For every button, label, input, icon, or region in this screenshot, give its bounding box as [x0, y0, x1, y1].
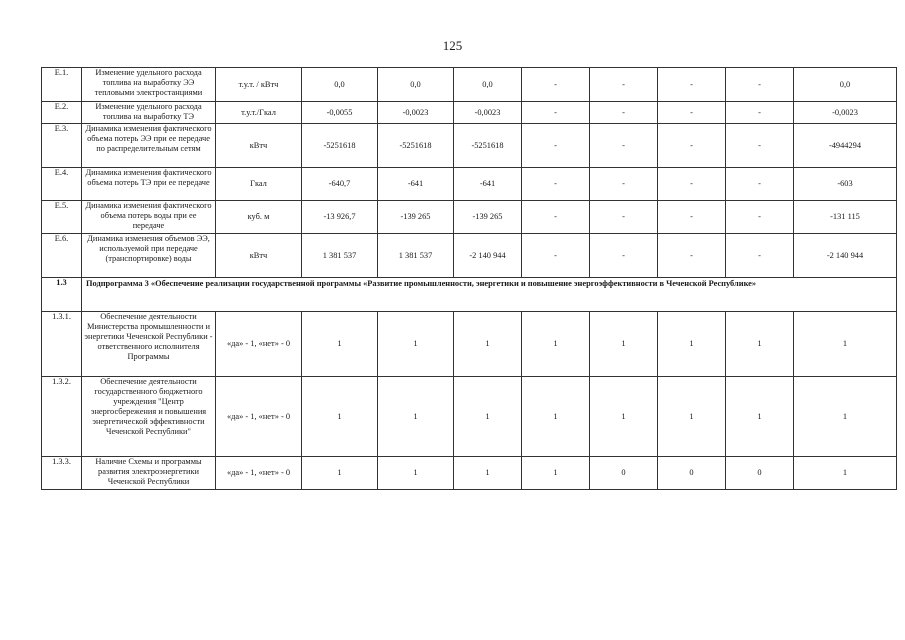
row-value: -640,7 [302, 168, 378, 201]
row-value: 1 381 537 [302, 234, 378, 278]
row-unit: т.у.т. / кВтч [216, 68, 302, 102]
row-value: - [726, 102, 794, 124]
table-row [42, 102, 897, 124]
row-name: Динамика изменения фактического объема потерь ТЭ при ее передаче [82, 168, 216, 201]
row-value: -139 265 [454, 201, 522, 234]
row-value: 1 [794, 457, 897, 490]
row-value: -5251618 [302, 124, 378, 168]
row-value: 1 [658, 312, 726, 377]
row-value: -0,0023 [794, 102, 897, 124]
row-value: 1 [726, 312, 794, 377]
subprogram-code: 1.3 [42, 278, 82, 312]
row-value: 1 [794, 377, 897, 457]
row-value: -0,0023 [454, 102, 522, 124]
row-unit: т.у.т./Гкал [216, 102, 302, 124]
table-row [42, 168, 897, 201]
row-value: - [726, 124, 794, 168]
row-value: - [522, 201, 590, 234]
row-value: -0,0055 [302, 102, 378, 124]
row-name: Изменение удельного расхода топлива на выработку ЭЭ тепловыми электростанциями [82, 68, 216, 102]
row-value: 1 [658, 377, 726, 457]
row-value: 1 [794, 312, 897, 377]
row-value: - [658, 168, 726, 201]
row-value: 0,0 [378, 68, 454, 102]
page-number: 125 [442, 38, 463, 53]
row-value: 0 [726, 457, 794, 490]
row-value: - [522, 168, 590, 201]
row-value: 0,0 [454, 68, 522, 102]
row-value: - [658, 102, 726, 124]
row-code: 1.3.3. [42, 457, 82, 490]
row-value: - [590, 68, 658, 102]
row-value: - [590, 234, 658, 278]
row-value: - [590, 124, 658, 168]
row-value: 1 [590, 377, 658, 457]
row-value: - [658, 201, 726, 234]
row-value: -641 [454, 168, 522, 201]
table-row [42, 234, 897, 278]
indicators-table [41, 67, 897, 490]
row-value: 1 [454, 457, 522, 490]
row-code: Е.4. [42, 168, 82, 201]
row-value: 1 [726, 377, 794, 457]
row-value: 1 381 537 [378, 234, 454, 278]
row-value: 1 [378, 377, 454, 457]
row-value: - [522, 102, 590, 124]
table-row [42, 377, 897, 457]
row-value: 1 [522, 312, 590, 377]
row-value: 1 [522, 377, 590, 457]
row-value: -603 [794, 168, 897, 201]
row-value: -13 926,7 [302, 201, 378, 234]
table-row [42, 312, 897, 377]
row-value: 1 [590, 312, 658, 377]
row-value: -2 140 944 [794, 234, 897, 278]
row-value: 1 [302, 312, 378, 377]
row-value: 0,0 [302, 68, 378, 102]
row-value: 1 [378, 457, 454, 490]
row-value: 0 [590, 457, 658, 490]
row-name: Обеспечение деятельности Министерства промышленности и энергетики Чеченской Республики - ответственного исполнителя Программы [82, 312, 216, 377]
row-value: - [522, 68, 590, 102]
row-unit: куб. м [216, 201, 302, 234]
row-value: 1 [454, 377, 522, 457]
row-value: - [726, 234, 794, 278]
row-value: -131 115 [794, 201, 897, 234]
row-value: - [726, 68, 794, 102]
row-value: - [590, 102, 658, 124]
row-value: 1 [302, 377, 378, 457]
row-value: 1 [302, 457, 378, 490]
row-value: -0,0023 [378, 102, 454, 124]
row-unit: «да» - 1, «нет» - 0 [216, 377, 302, 457]
table-section-e [42, 68, 897, 278]
table-row [42, 457, 897, 490]
row-code: Е.5. [42, 201, 82, 234]
row-unit: кВтч [216, 234, 302, 278]
row-name: Динамика изменения фактического объема потерь воды при ее передаче [82, 201, 216, 234]
row-value: - [522, 124, 590, 168]
row-value: 1 [522, 457, 590, 490]
row-value: -139 265 [378, 201, 454, 234]
table-section-subprogram-header [42, 278, 897, 312]
row-value: - [726, 168, 794, 201]
row-value: - [726, 201, 794, 234]
table-row [42, 68, 897, 102]
row-value: - [658, 124, 726, 168]
row-unit: кВтч [216, 124, 302, 168]
row-value: - [658, 68, 726, 102]
row-unit: Гкал [216, 168, 302, 201]
row-unit: «да» - 1, «нет» - 0 [216, 312, 302, 377]
row-value: -5251618 [378, 124, 454, 168]
row-value: 0,0 [794, 68, 897, 102]
table-row [42, 201, 897, 234]
row-value: - [590, 168, 658, 201]
row-value: -5251618 [454, 124, 522, 168]
row-value: -4944294 [794, 124, 897, 168]
subprogram-title: Подпрограмма 3 «Обеспечение реализации государственной программы «Развитие промышленности, энергетики и повышение энергоэффективности в Чеченской Республике» [82, 278, 897, 312]
row-value: 1 [454, 312, 522, 377]
row-name: Наличие Схемы и программы развития электроэнергетики Чеченской Республики [82, 457, 216, 490]
row-code: Е.3. [42, 124, 82, 168]
subprogram-row [42, 278, 897, 312]
row-name: Динамика изменения объемов ЭЭ, используемой при передаче (транспортировке) воды [82, 234, 216, 278]
row-code: Е.6. [42, 234, 82, 278]
row-value: - [522, 234, 590, 278]
row-code: Е.2. [42, 102, 82, 124]
row-value: - [590, 201, 658, 234]
row-value: - [658, 234, 726, 278]
row-value: -2 140 944 [454, 234, 522, 278]
row-name: Изменение удельного расхода топлива на выработку ТЭ [82, 102, 216, 124]
row-value: -641 [378, 168, 454, 201]
row-value: 0 [658, 457, 726, 490]
row-value: 1 [378, 312, 454, 377]
row-code: 1.3.1. [42, 312, 82, 377]
table-row [42, 124, 897, 168]
row-name: Обеспечение деятельности государственного бюджетного учреждения "Центр энергосбережения и повышения энергетической эффективности Чеченской Республики" [82, 377, 216, 457]
row-code: 1.3.2. [42, 377, 82, 457]
row-code: Е.1. [42, 68, 82, 102]
row-name: Динамика изменения фактического объема потерь ЭЭ при ее передаче по распределительным сетям [82, 124, 216, 168]
table-section-subprogram [42, 312, 897, 490]
row-unit: «да» - 1, «нет» - 0 [216, 457, 302, 490]
